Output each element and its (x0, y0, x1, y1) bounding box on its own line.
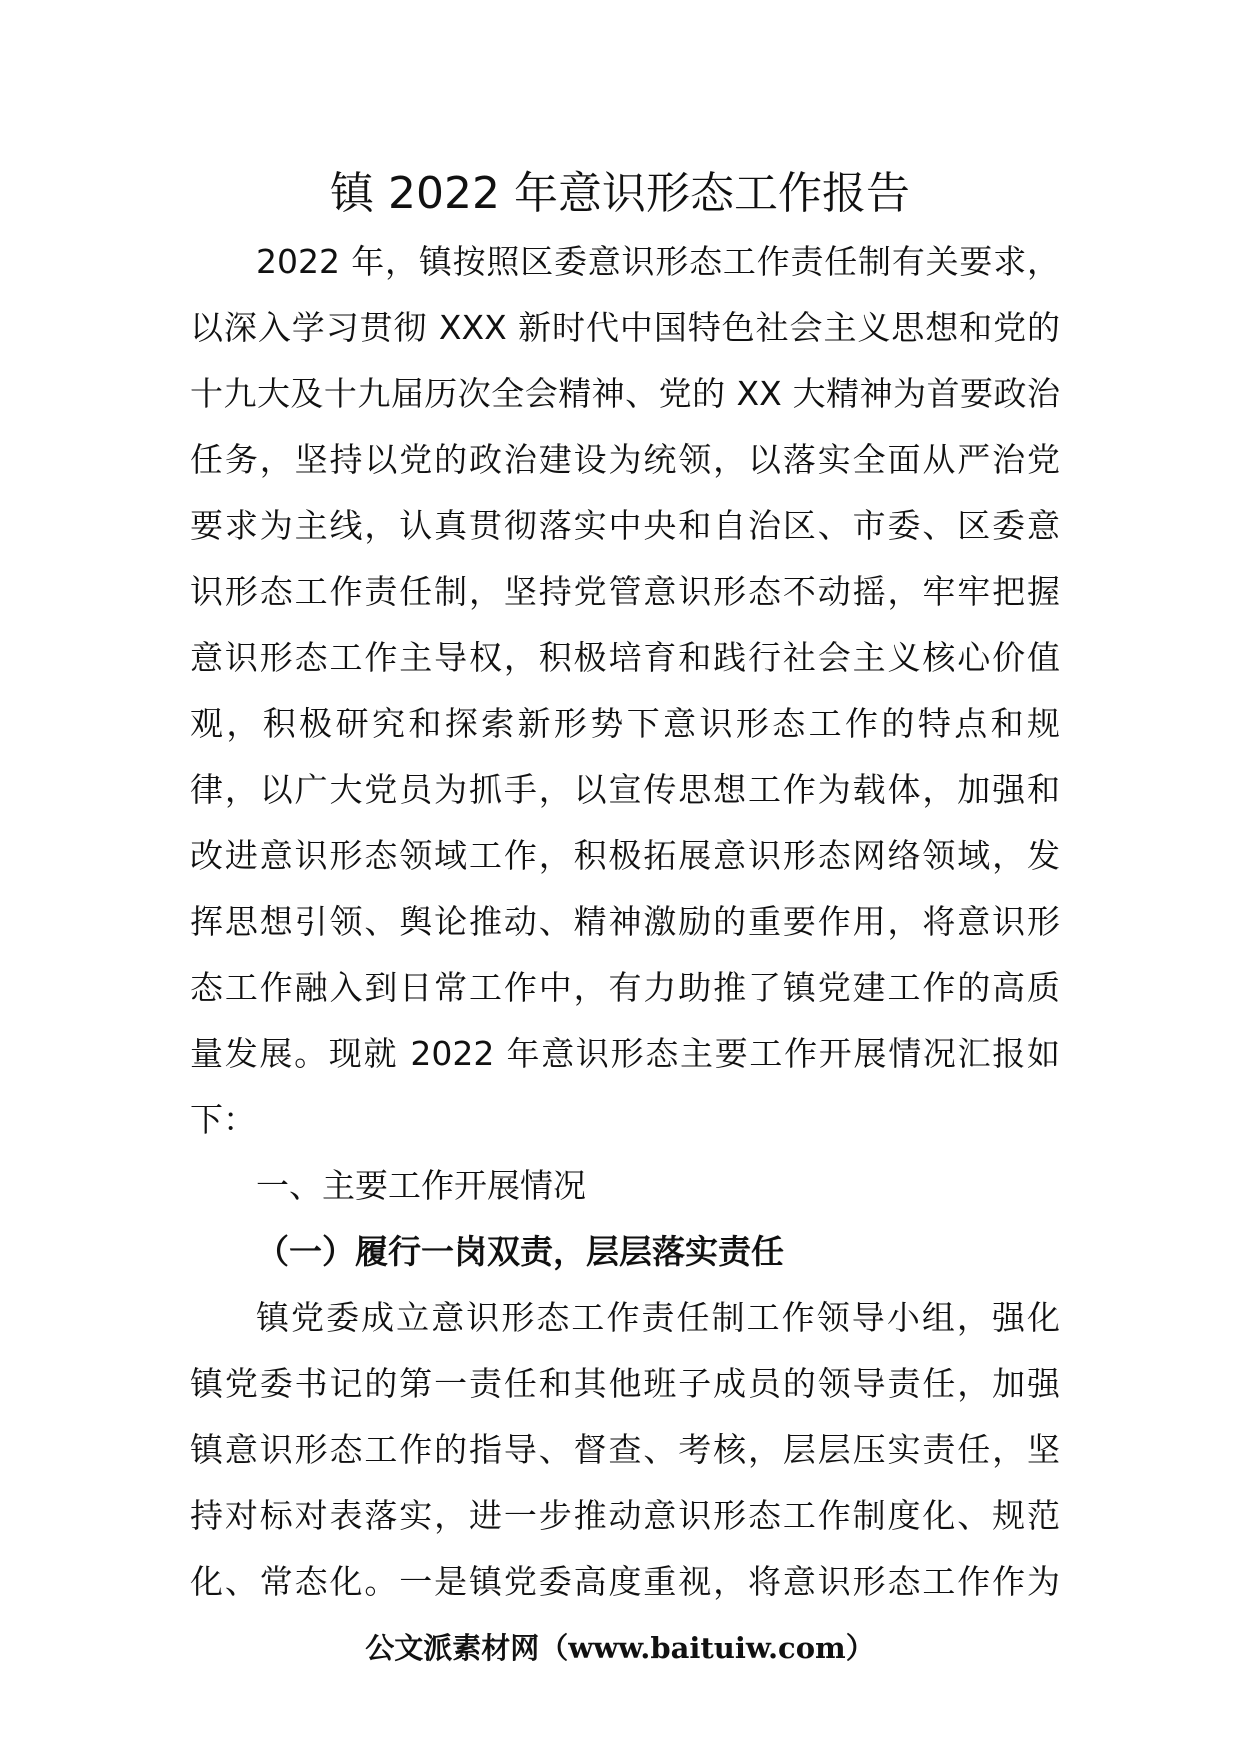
paragraph-line: 量发展。现就 2022 年意识形态主要工作开展情况汇报如 (190, 1034, 1060, 1073)
footer-watermark: 公文派素材网（www.baituiw.com） (365, 1631, 875, 1665)
paragraph-line: 以深入学习贯彻 XXX 新时代中国特色社会主义思想和党的 (190, 308, 1060, 347)
paragraph-line: 意识形态工作主导权，积极培育和践行社会主义核心价值 (190, 638, 1060, 677)
paragraph-line: 观，积极研究和探索新形势下意识形态工作的特点和规 (190, 704, 1060, 743)
paragraph-line: 改进意识形态领域工作，积极拓展意识形态网络领域，发 (190, 836, 1060, 875)
paragraph-line: 镇党委书记的第一责任和其他班子成员的领导责任，加强 (190, 1364, 1060, 1403)
document-body (190, 229, 1060, 1615)
paragraph-line: 态工作融入到日常工作中，有力助推了镇党建工作的高质 (190, 968, 1060, 1007)
paragraph-line: 十九大及十九届历次全会精神、党的 XX 大精神为首要政治 (190, 374, 1060, 413)
paragraph-line: 持对标对表落实，进一步推动意识形态工作制度化、规范 (190, 1496, 1060, 1535)
document-title: 镇 2022 年意识形态工作报告 (330, 168, 910, 219)
paragraph-line: 镇党委成立意识形态工作责任制工作领导小组，强化 (256, 1298, 1060, 1337)
section-heading: 一、主要工作开展情况 (256, 1166, 586, 1205)
paragraph-line: 识形态工作责任制，坚持党管意识形态不动摇，牢牢把握 (190, 572, 1060, 611)
paragraph-line: 律，以广大党员为抓手，以宣传思想工作为载体，加强和 (190, 770, 1060, 809)
paragraph-line: 挥思想引领、舆论推动、精神激励的重要作用，将意识形 (190, 902, 1060, 941)
paragraph-line: 任务，坚持以党的政治建设为统领，以落实全面从严治党 (190, 440, 1060, 479)
paragraph-line: 要求为主线，认真贯彻落实中央和自治区、市委、区委意 (190, 506, 1060, 545)
paragraph-line: 镇意识形态工作的指导、督查、考核，层层压实责任，坚 (190, 1430, 1060, 1469)
paragraph-line: 2022 年，镇按照区委意识形态工作责任制有关要求， (256, 242, 1060, 281)
paragraph-line: 下： (190, 1100, 256, 1139)
subsection-heading: （一）履行一岗双责，层层落实责任 (256, 1232, 784, 1271)
paragraph-line: 化、常态化。一是镇党委高度重视，将意识形态工作作为 (190, 1562, 1060, 1601)
